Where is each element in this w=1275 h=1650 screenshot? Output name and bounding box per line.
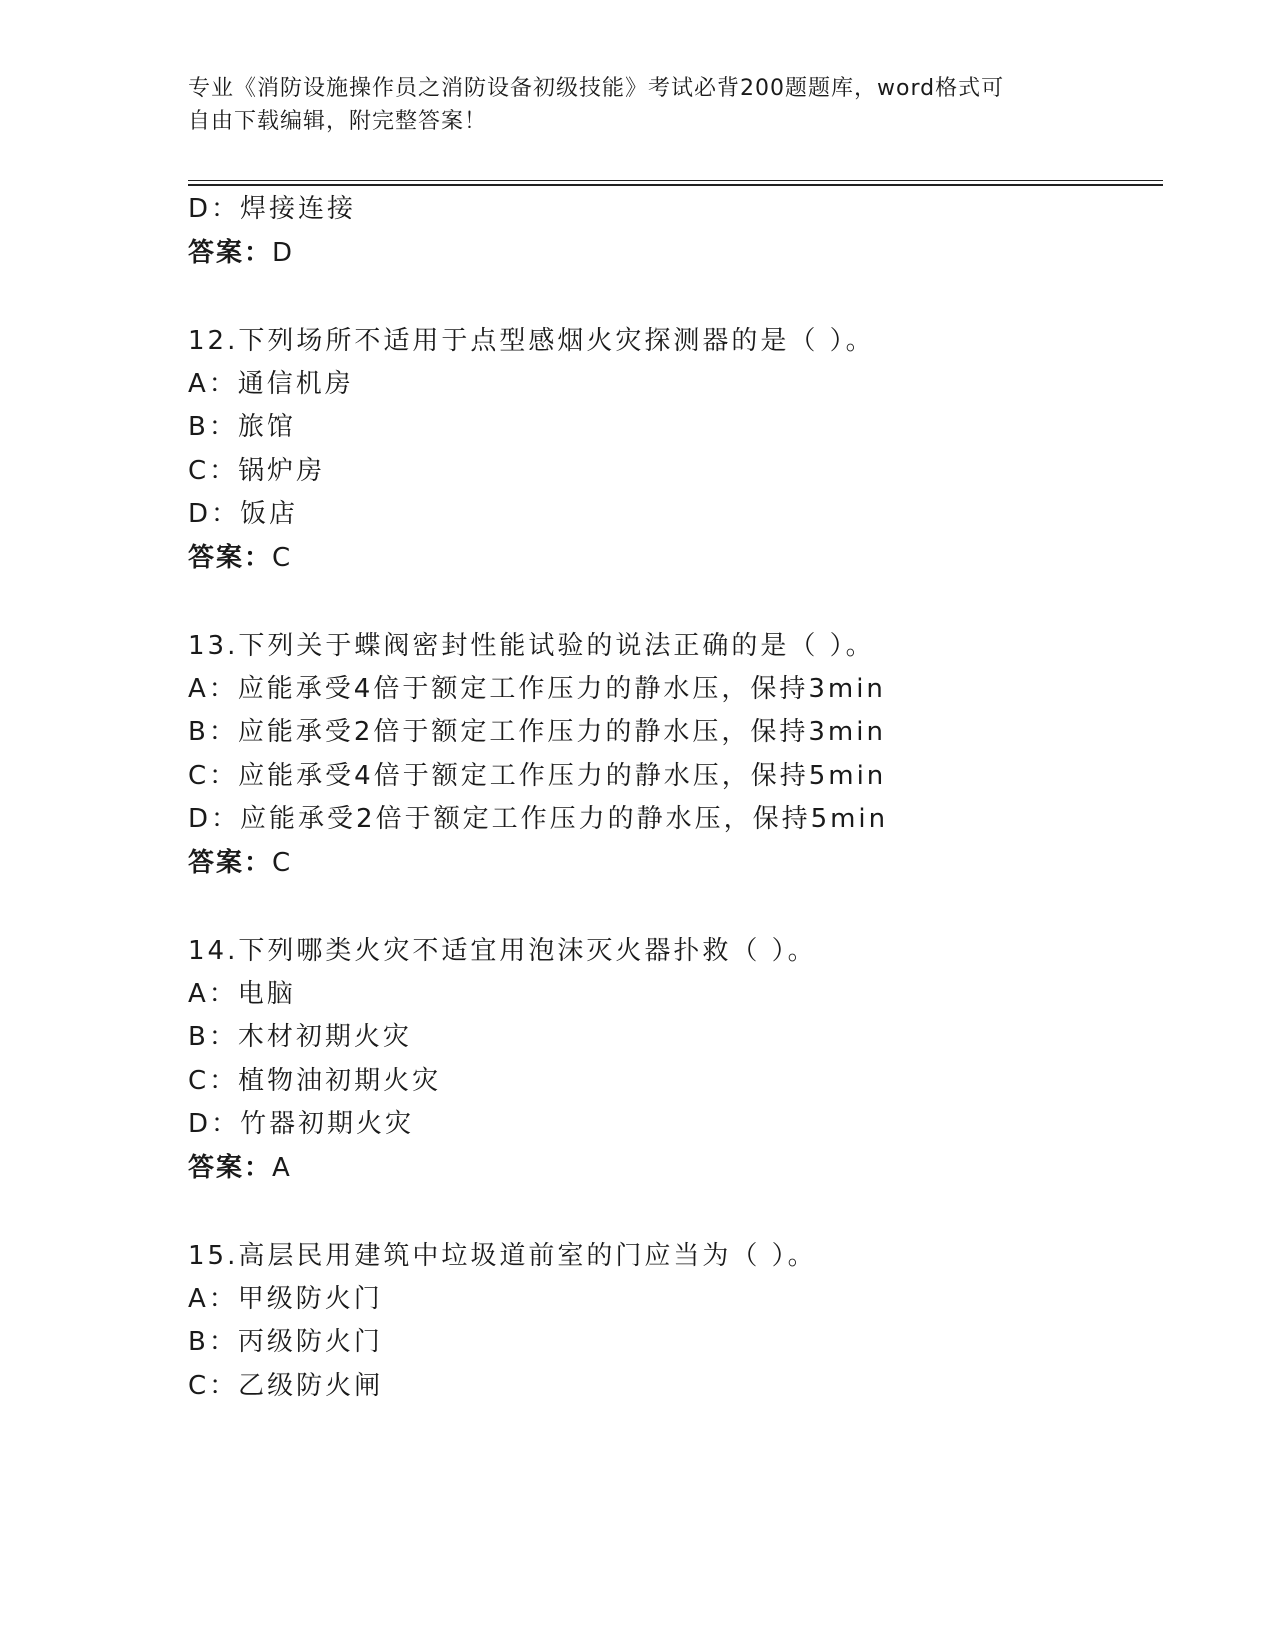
option-b: B：木材初期火灾 [188, 1022, 412, 1052]
question-stem: 14.下列哪类火灾不适宜用泡沫灭火器扑救（ ）。 [188, 936, 817, 966]
question-stem: 13.下列关于蝶阀密封性能试验的说法正确的是（ ）。 [188, 631, 875, 661]
option-c: C：应能承受4倍于额定工作压力的静水压，保持5min [188, 761, 887, 791]
answer-label: 答案： [188, 1153, 273, 1183]
header-divider-thin [188, 180, 1163, 181]
document-header [188, 72, 1088, 138]
answer-value: D [272, 238, 294, 268]
option-c: C：锅炉房 [188, 456, 326, 486]
option-c: C：植物油初期火灾 [188, 1066, 442, 1096]
answer-line [188, 1151, 291, 1185]
option-d: D：竹器初期火灾 [188, 1109, 415, 1139]
option-d: D：饭店 [188, 499, 299, 529]
answer-value: C [272, 543, 292, 573]
option-a: A：电脑 [188, 979, 296, 1009]
question-stem: 15.高层民用建筑中垃圾道前室的门应当为（ ）。 [188, 1241, 817, 1271]
header-line-1: 专业《消防设施操作员之消防设备初级技能》考试必背200题题库，word格式可 [188, 76, 1005, 101]
option-d: D：焊接连接 [188, 194, 357, 224]
answer-label: 答案： [188, 543, 273, 573]
option-b: B：应能承受2倍于额定工作压力的静水压，保持3min [188, 717, 886, 747]
header-divider-thick [188, 184, 1163, 186]
option-b: B：丙级防火门 [188, 1327, 383, 1357]
answer-label: 答案： [188, 238, 273, 268]
question-stem: 12.下列场所不适用于点型感烟火灾探测器的是（ ）。 [188, 326, 875, 356]
option-b: B：旅馆 [188, 412, 296, 442]
answer-line [188, 236, 293, 270]
answer-value: C [272, 848, 292, 878]
answer-value: A [272, 1153, 291, 1183]
answer-line [188, 846, 291, 880]
answer-label: 答案： [188, 848, 273, 878]
option-c: C：乙级防火闸 [188, 1371, 384, 1401]
header-line-2: 自由下载编辑，附完整答案！ [188, 109, 488, 134]
option-a: A：通信机房 [188, 369, 354, 399]
option-d: D：应能承受2倍于额定工作压力的静水压，保持5min [188, 804, 889, 834]
option-a: A：甲级防火门 [188, 1284, 383, 1314]
answer-line [188, 541, 291, 575]
option-a: A：应能承受4倍于额定工作压力的静水压，保持3min [188, 674, 886, 704]
